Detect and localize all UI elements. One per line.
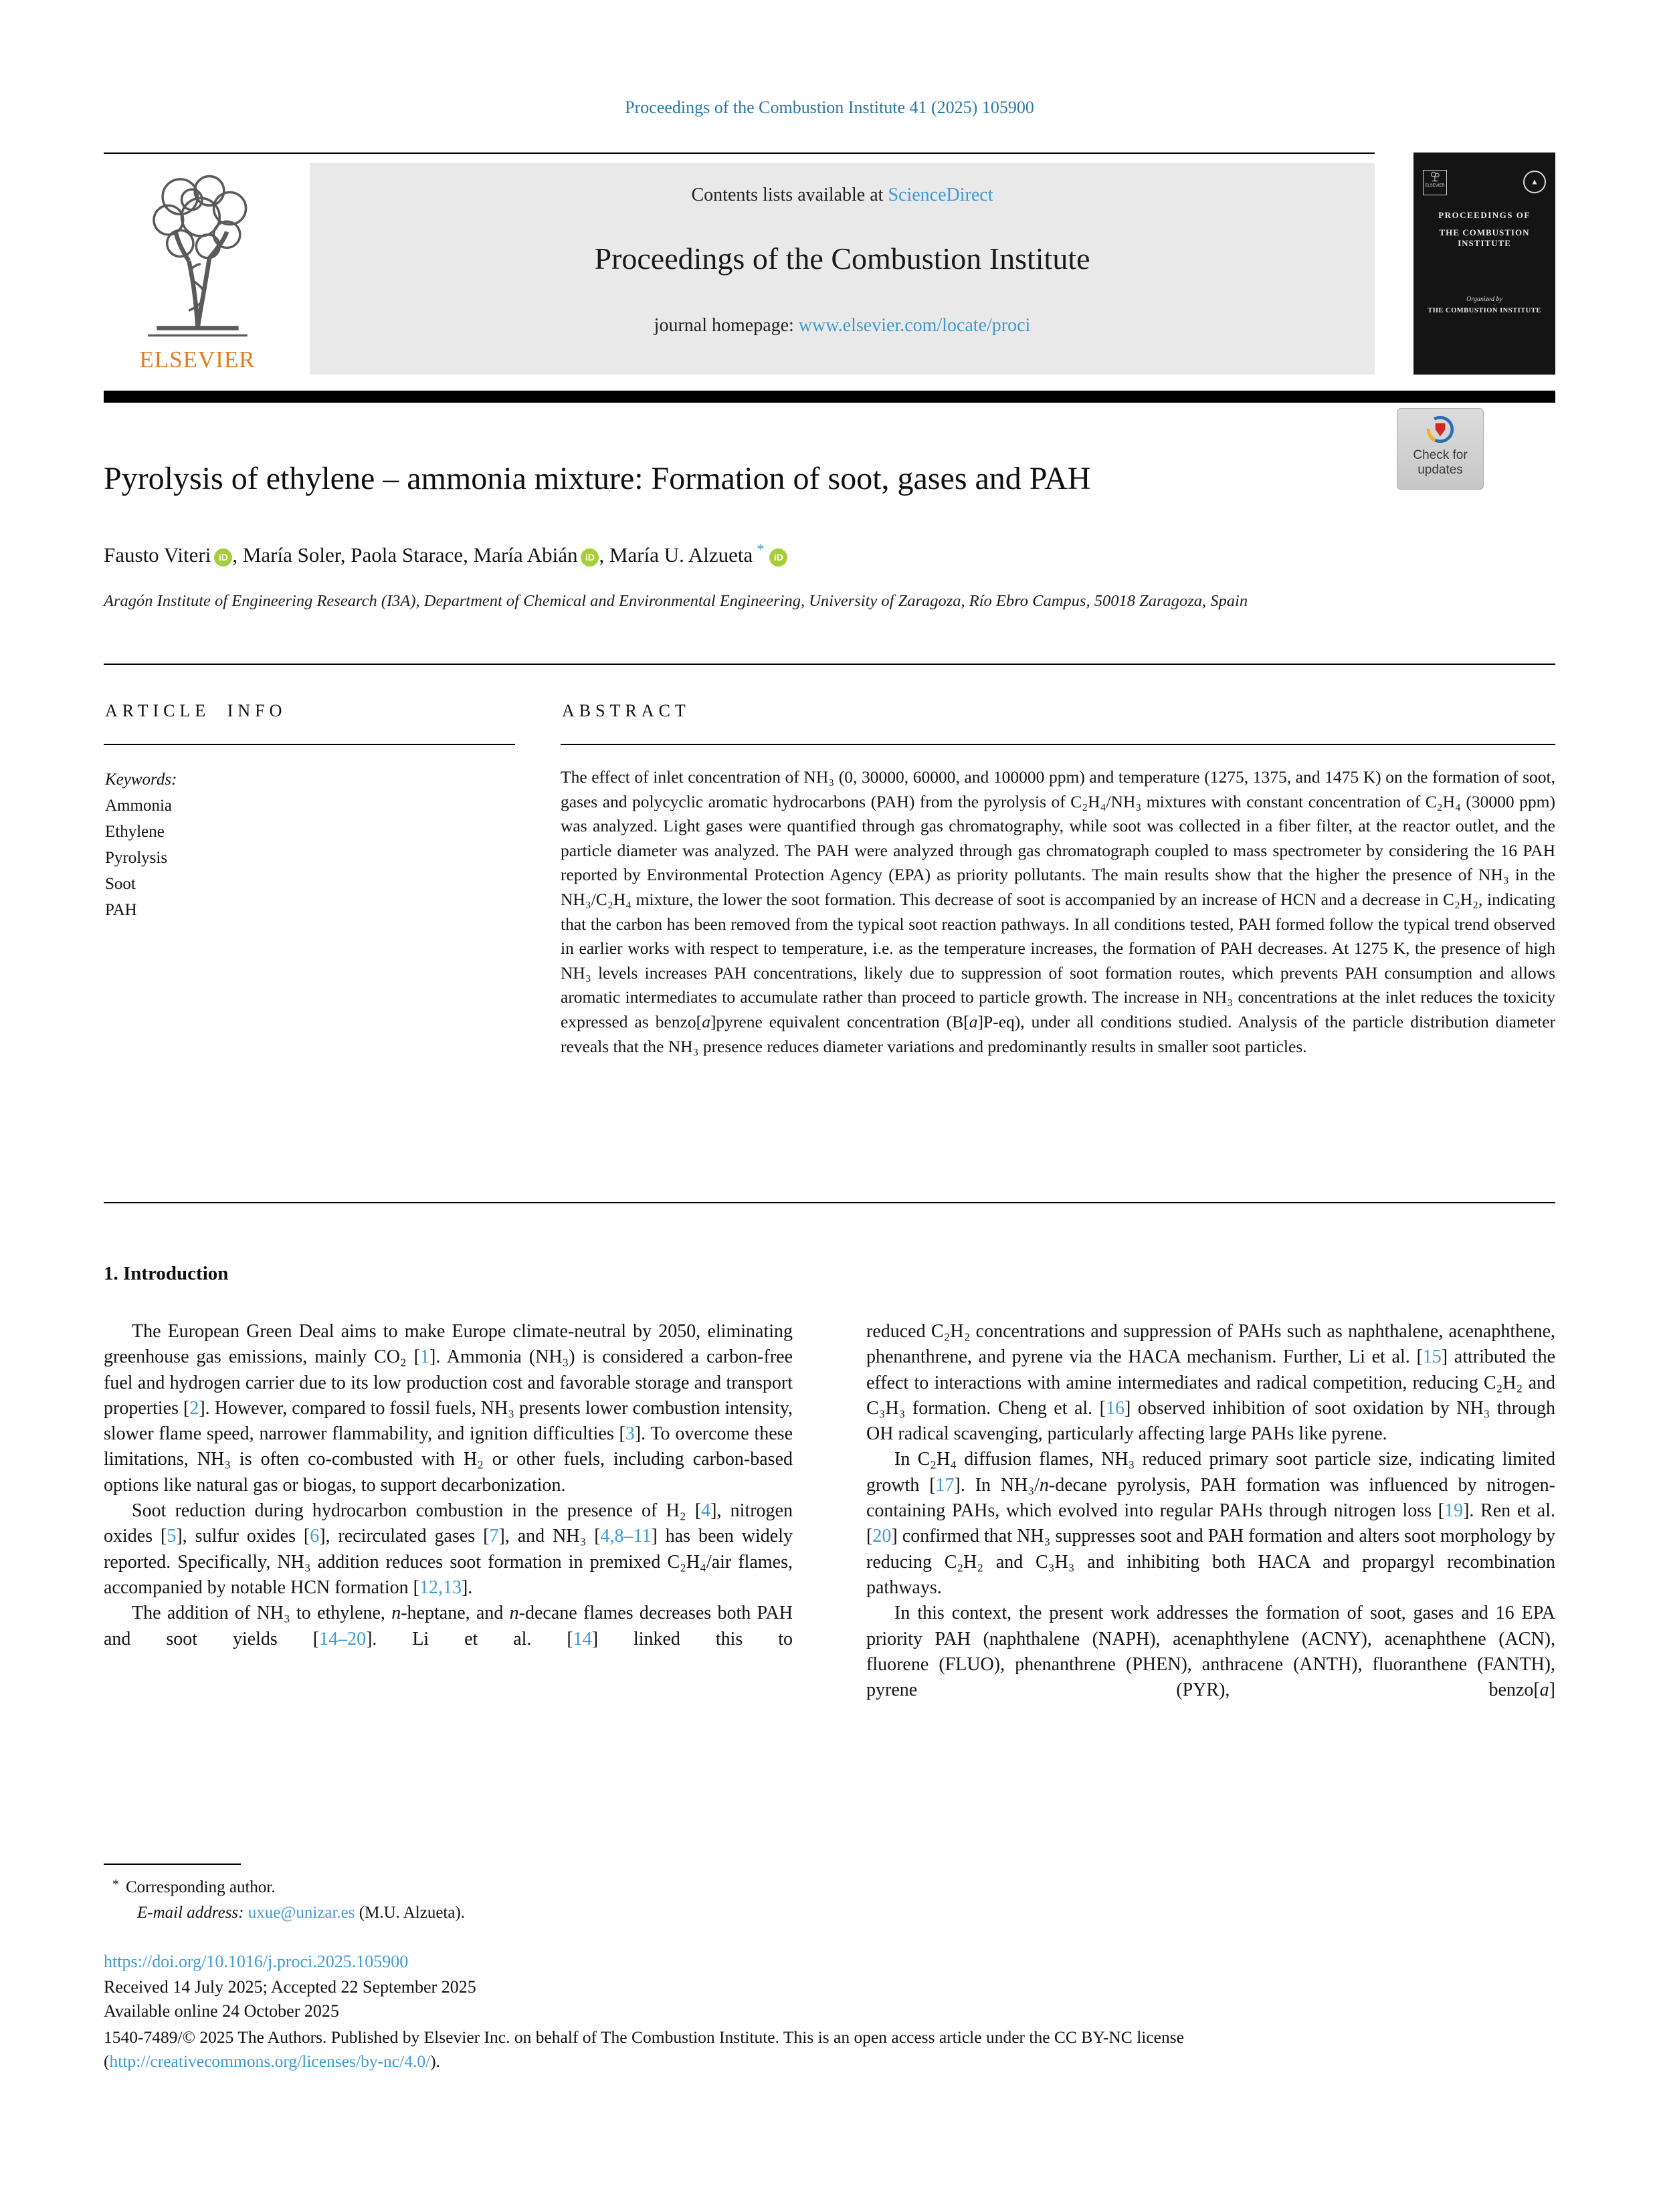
elsevier-tree-icon — [119, 165, 276, 340]
text-segment: ]. Ammonia (NH₃) is considered a carbon-free fuel and hydrogen carrier due to its low production cost and favorable storage and transport properties [ — [104, 1346, 793, 1419]
text-segment: ], and NH₃ [ — [498, 1526, 601, 1547]
citation-link[interactable]: 3 — [625, 1423, 635, 1445]
text-segment: a — [969, 1011, 978, 1031]
text-segment: ], sulfur oxides [ — [176, 1526, 310, 1547]
text-segment: ]. Ren et al. [ — [866, 1500, 1555, 1547]
article-info-heading: ARTICLE INFO — [105, 701, 287, 720]
author-separator: , — [232, 543, 243, 567]
citation-link[interactable]: 4 — [701, 1500, 711, 1522]
journal-citation-header: Proceedings of the Combustion Institute 41 (2025) 105900 — [625, 98, 1034, 117]
homepage-prefix: journal homepage: — [654, 315, 799, 336]
keyword-item: Ethylene — [105, 823, 165, 841]
text-segment: ] has been widely reported. Specifically, NH₃ addition reduces soot formation in premixed C₂H₄/air flames, accompanied by notable HCN formation [ — [104, 1526, 793, 1598]
citation-link[interactable]: 2 — [189, 1397, 199, 1419]
journal-cover-thumbnail[interactable] — [1413, 153, 1555, 375]
keyword-item: Ammonia — [105, 797, 172, 815]
text-segment: ] confirmed that NH₃ suppresses soot and PAH formation and alters soot morphology by reducing C₂H₂ and C₃H₃ and inhibiting both HACA and propargyl recombination pathways. — [866, 1526, 1555, 1598]
affiliation: Aragón Institute of Engineering Research (I3A), Department of Chemical and Environmental Engineering, University of Zaragoza, Río Ebro Campus, 50018 Zaragoza, Spain — [104, 592, 1248, 610]
body-column-left — [104, 1319, 793, 1652]
available-online-date: Available online 24 October 2025 — [104, 2001, 339, 2021]
cover-elsevier-word: ELSEVIER — [1425, 184, 1445, 188]
license-line — [104, 2049, 1616, 2074]
sciencedirect-link[interactable]: ScienceDirect — [888, 185, 993, 205]
footnote-asterisk: * — [112, 1877, 119, 1892]
paragraph — [104, 1319, 793, 1498]
orcid-icon[interactable]: iD — [769, 548, 787, 567]
cover-title-line1: PROCEEDINGS OF — [1438, 210, 1531, 220]
abstract-underline — [561, 744, 1555, 745]
citation-link[interactable]: 20 — [872, 1526, 892, 1547]
text-segment: Soot reduction during hydrocarbon combustion in the presence of H₂ [ — [132, 1500, 702, 1522]
cover-organizer: THE COMBUSTION INSTITUTE — [1428, 307, 1541, 314]
paragraph — [866, 1447, 1555, 1601]
text-segment: In this context, the present work addresses the formation of soot, gases and 16 EPA priority PAH (naphthalene (NAPH), acenaphthylene (ACNY), acenaphthene (ACN), fluorene (FLUO), phenanthrene (PHEN), anthracene (ANTH), fluoranthene (FANTH), pyrene (PYR), benzo[ — [866, 1603, 1555, 1701]
text-segment: ]. — [461, 1577, 473, 1598]
author-name: María U. Alzueta — [609, 543, 753, 567]
citation-link[interactable]: 15 — [1422, 1346, 1442, 1368]
text-segment: ]. In NH₃/ — [954, 1474, 1040, 1496]
check-for-updates-badge[interactable] — [1397, 408, 1484, 490]
journal-title: Proceedings of the Combustion Institute — [594, 241, 1090, 276]
text-segment: In C₂H₄ diffusion flames, NH₃ reduced primary soot particle size, indicating limited growth [ — [866, 1449, 1555, 1496]
orcid-icon[interactable]: iD — [214, 548, 232, 567]
badge-text-line2: updates — [1418, 463, 1463, 477]
cover-organized-by: Organized by — [1466, 296, 1502, 303]
header-divider — [104, 153, 1375, 154]
text-segment: ]P-eq), under all conditions studied. Analysis of the particle distribution diameter reveals that the NH₃ presence reduces diameter variations and predominantly results in smaller soot particles. — [561, 1011, 1556, 1056]
citation-link[interactable]: 12,13 — [419, 1577, 462, 1598]
citation-link[interactable]: 1 — [420, 1346, 430, 1368]
text-segment: ]. However, compared to fossil fuels, NH₃ presents lower combustion intensity, slower flame speed, narrower flammability, and ignition difficulties [ — [104, 1397, 793, 1445]
body-column-right — [866, 1319, 1555, 1703]
elsevier-logo — [104, 165, 291, 375]
copyright-line: 1540-7489/© 2025 The Authors. Published by Elsevier Inc. on behalf of The Combustion Institute. This is an open access article under the CC BY-NC license — [104, 2027, 1184, 2047]
keyword-item: Pyrolysis — [105, 849, 168, 867]
author-list — [104, 540, 1442, 567]
citation-link[interactable]: 5 — [167, 1526, 177, 1547]
citation-link[interactable]: 19 — [1444, 1500, 1464, 1522]
text-segment: ]pyrene equivalent concentration (B[ — [710, 1011, 969, 1031]
doi-link[interactable]: https://doi.org/10.1016/j.proci.2025.105900 — [104, 1952, 409, 1971]
contents-prefix: Contents lists available at — [691, 185, 888, 205]
corresponding-author-asterisk[interactable]: * — [757, 540, 765, 557]
email-suffix: (M.U. Alzueta). — [355, 1904, 466, 1922]
text-segment: ] — [1549, 1680, 1555, 1701]
text-segment: n — [1039, 1474, 1049, 1496]
citation-link[interactable]: 17 — [935, 1474, 955, 1496]
text-segment: ], nitrogen oxides [ — [104, 1500, 793, 1547]
article-title: Pyrolysis of ethylene – ammonia mixture: Formation of soot, gases and PAH — [104, 461, 1091, 496]
citation-link[interactable]: 14–20 — [319, 1628, 367, 1649]
badge-text-line1: Check for — [1413, 448, 1468, 462]
text-segment: a — [1539, 1680, 1549, 1701]
email-link[interactable]: uxue@unizar.es — [248, 1904, 355, 1922]
citation-link[interactable]: 16 — [1105, 1397, 1125, 1419]
contents-line — [310, 185, 1375, 206]
author-separator: , — [340, 543, 351, 567]
citation-link[interactable]: 14 — [573, 1628, 592, 1649]
copyright-block — [104, 2025, 1616, 2074]
author-separator: , — [463, 543, 474, 567]
text-segment: n — [391, 1603, 401, 1624]
paragraph — [104, 1498, 793, 1601]
section-divider-bottom — [104, 1202, 1555, 1203]
cover-elsevier-logo — [1423, 170, 1447, 195]
article-info-underline — [104, 744, 515, 745]
citation-link[interactable]: 6 — [310, 1526, 320, 1547]
paragraph — [866, 1601, 1555, 1703]
keyword-item: Soot — [105, 875, 136, 893]
license-link[interactable]: http://creativecommons.org/licenses/by-nc/4.0/ — [109, 2051, 431, 2071]
text-segment: ], recirculated gases [ — [319, 1526, 490, 1547]
text-segment: The European Green Deal aims to make Europe climate-neutral by 2050, eliminating greenhouse gas emissions, mainly CO₂ [ — [104, 1321, 793, 1368]
cover-title-line2: THE COMBUSTION INSTITUTE — [1439, 227, 1530, 248]
cover-tree-icon — [1428, 171, 1442, 183]
author-name: Paola Starace — [351, 543, 464, 567]
author-separator: , — [599, 543, 609, 567]
author-name: María Soler — [242, 543, 340, 567]
author-name: Fausto Viteri — [104, 543, 211, 567]
keywords-list — [105, 793, 506, 923]
journal-homepage-link[interactable]: www.elsevier.com/locate/proci — [798, 315, 1031, 336]
keywords-label: Keywords: — [105, 771, 177, 789]
footnote-divider — [104, 1864, 241, 1865]
abstract-text — [561, 765, 1555, 1059]
text-segment: ] attributed the effect to interactions with amine intermediates and radical competition, reducing C₂H₂ and C₃H₃ formation. Cheng et al. [ — [866, 1346, 1556, 1419]
text-segment: n — [509, 1603, 519, 1624]
citation-link[interactable]: 7 — [489, 1526, 499, 1547]
text-segment: -heptane, and — [401, 1603, 510, 1624]
citation-link[interactable]: 4,8–11 — [600, 1526, 652, 1547]
text-segment: a — [702, 1011, 710, 1031]
email-note — [137, 1904, 465, 1922]
journal-banner — [104, 163, 1555, 375]
corresponding-author-note — [112, 1877, 276, 1897]
homepage-line — [310, 315, 1375, 336]
received-dates: Received 14 July 2025; Accepted 22 September 2025 — [104, 1977, 476, 1997]
license-open: ( — [104, 2051, 110, 2071]
crossmark-icon — [1425, 414, 1456, 445]
section-divider-top — [104, 664, 1555, 665]
elsevier-wordmark: ELSEVIER — [139, 346, 256, 373]
text-segment: ] observed inhibition of soot oxidation by NH₃ through OH radical scavenging, particularly affecting large PAHs like pyrene. — [866, 1397, 1555, 1445]
abstract-heading: ABSTRACT — [562, 701, 690, 720]
introduction-heading: 1. Introduction — [104, 1263, 229, 1284]
email-label: E-mail address: — [137, 1904, 244, 1922]
header-black-bar — [104, 391, 1555, 403]
journal-header-box — [310, 163, 1375, 375]
text-segment: The addition of NH₃ to ethylene, — [132, 1603, 392, 1624]
orcid-icon[interactable]: iD — [581, 548, 599, 567]
text-segment: The effect of inlet concentration of NH₃ (0, 30000, 60000, and 100000 ppm) and temperature (1275, 1375, and 1475 K) on the formation of soot, gases and polycyclic aromatic hydrocarbons (PAH) from the pyrolysis of C₂H₄/NH₃ mixtures with constant concentration of C₂H₄ (30000 ppm) was analyzed. Light gases were quantified through gas chromatography, while soot was collected in a fiber filter, at the reactor outlet, and the particle diameter was analyzed. The PAH were analyzed through gas chromatograph coupled to mass spectrometer by considering the 16 PAH reported by Environmental Protection Agency (EPA) as priority pollutants. The main results show that the higher the presence of NH₃ in the NH₃/C₂H₄ mixture, the lower the soot formation. This decrease of soot is accompanied by an increase of HCN and a decrease in C₂H₂, indicating that the carbon has been removed from the typical soot reaction pathways. In all conditions tested, PAH formed follow the typical trend observed in earlier works with respect to temperature, i.e. as the temperature increases, the formation of PAH decreases. At 1275 K, the presence of high NH₃ levels increases PAH concentrations, likely due to suppression of soot formation routes, which prevents PAH consumption and allows aromatic intermediates to accumulate rather than proceed to particle growth. The increase in NH₃ concentrations at the inlet reduces the toxicity expressed as benzo[ — [561, 767, 1555, 1031]
author-name: María Abián — [473, 543, 578, 567]
paragraph — [866, 1319, 1555, 1447]
text-segment: -decane flames decreases both PAH and soot yields [ — [104, 1603, 793, 1649]
paragraph — [104, 1601, 793, 1652]
text-segment: ]. To overcome these limitations, NH₃ is often co-combusted with H₂ or other fuels, including carbon-based options like natural gas or biogas, to support decarbonization. — [104, 1423, 793, 1496]
text-segment: -decane pyrolysis, PAH formation was influenced by nitrogen-containing PAHs, which evolved into regular PAHs through nitrogen loss [ — [866, 1474, 1555, 1522]
text-segment: reduced C₂H₂ concentrations and suppression of PAHs such as naphthalene, acenaphthene, phenanthrene, and pyrene via the HACA mechanism. Further, Li et al. [ — [866, 1321, 1555, 1368]
keyword-item: PAH — [105, 901, 137, 919]
corresponding-author-text: Corresponding author. — [126, 1878, 276, 1896]
license-close: ). — [430, 2051, 441, 2071]
keywords-block — [105, 767, 506, 923]
text-segment: ] linked this to — [591, 1628, 793, 1649]
text-segment: ]. Li et al. [ — [366, 1628, 573, 1649]
combustion-institute-emblem-icon: ▲ — [1523, 171, 1546, 193]
